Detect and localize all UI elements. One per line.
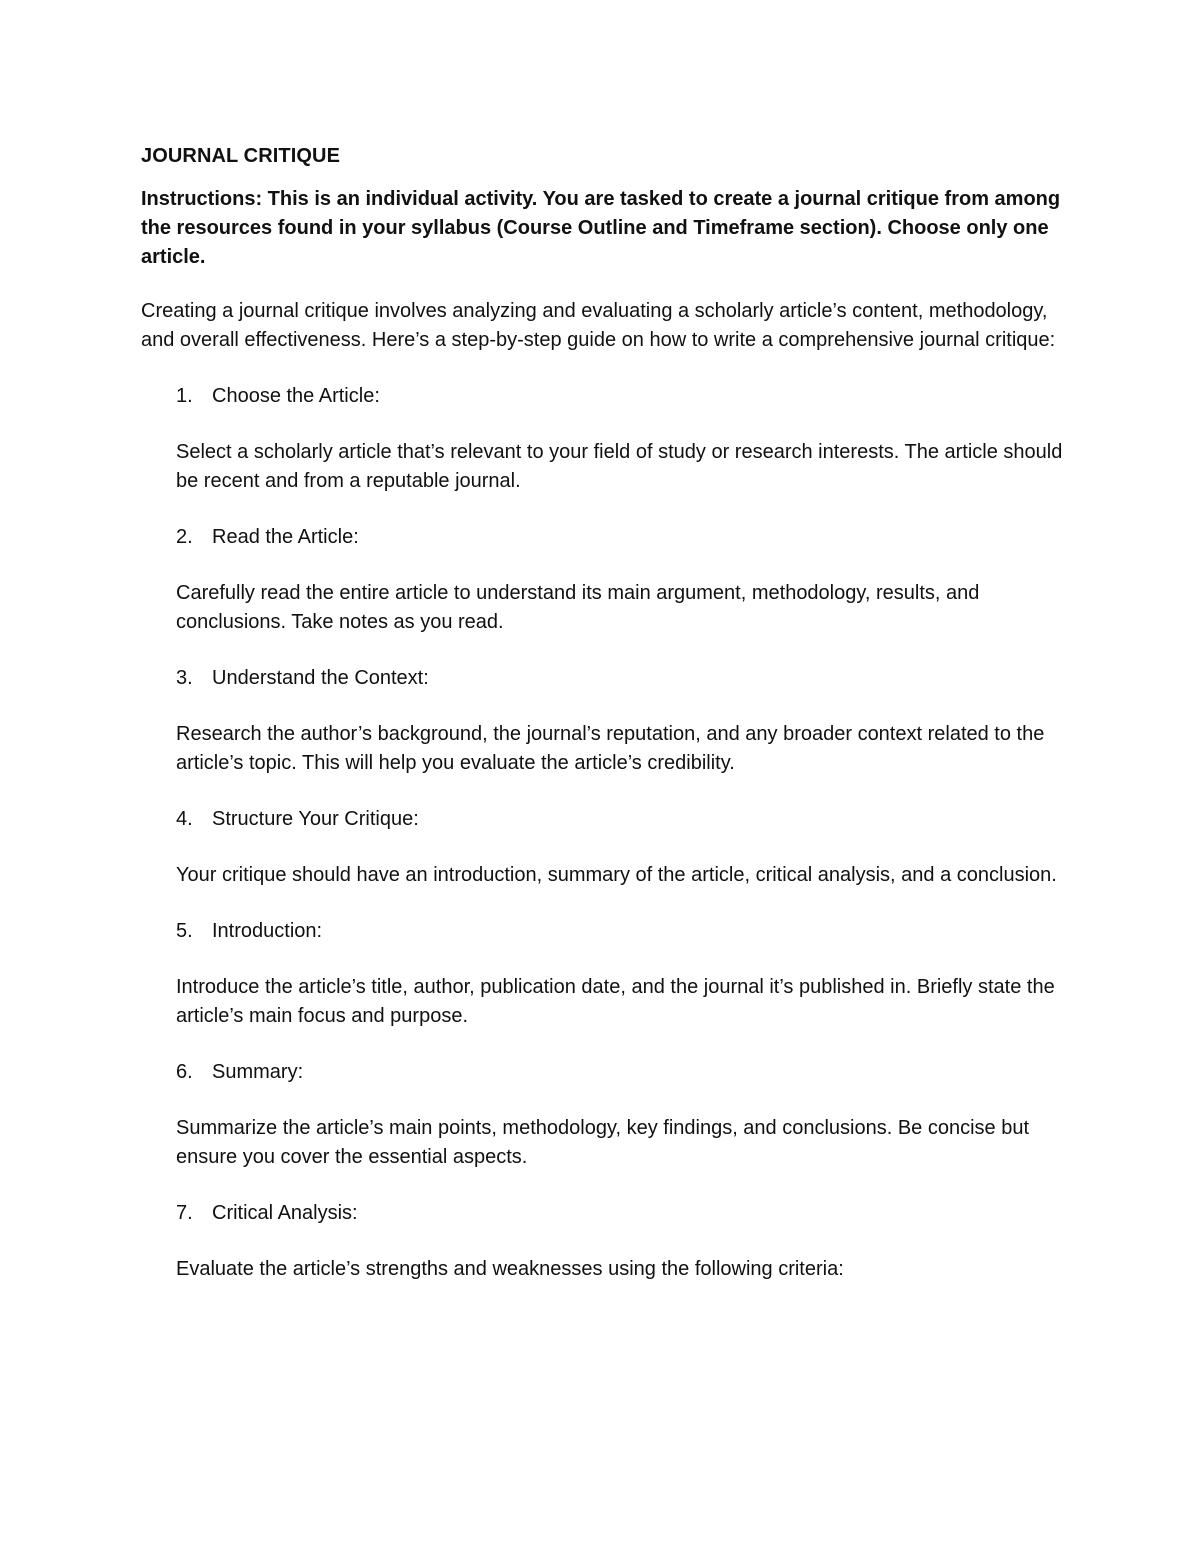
document-page (141, 142, 1081, 1311)
step-heading-text: Choose the Article: (212, 385, 380, 407)
steps-list (141, 382, 1081, 1284)
list-item (141, 1058, 1081, 1172)
step-heading-text: Summary: (212, 1061, 304, 1083)
document-title: JOURNAL CRITIQUE (141, 145, 341, 167)
step-body: Select a scholarly article that’s relevant to your field of study or research interests. The article should be recent and from a reputable journal. (176, 441, 1063, 492)
step-heading (141, 917, 1081, 946)
step-heading-text: Critical Analysis: (212, 1202, 358, 1224)
step-number: 3. (176, 667, 193, 689)
step-number: 5. (176, 920, 193, 942)
step-heading (141, 523, 1081, 552)
list-item (141, 382, 1081, 496)
list-item (141, 664, 1081, 778)
step-heading (141, 382, 1081, 411)
list-item (141, 917, 1081, 1031)
step-body: Research the author’s background, the journal’s reputation, and any broader context related to the article’s topic. This will help you evaluate the article’s credibility. (176, 723, 1045, 774)
instructions-paragraph: Instructions: This is an individual activity. You are tasked to create a journal critique from among the resources found in your syllabus (Course Outline and Timeframe section). Choose only one article. (141, 188, 1061, 268)
step-heading-text: Understand the Context: (212, 667, 429, 689)
list-item (141, 523, 1081, 637)
step-heading (141, 664, 1081, 693)
step-heading (141, 1058, 1081, 1087)
step-body: Your critique should have an introduction, summary of the article, critical analysis, and a conclusion. (176, 864, 1057, 886)
list-item (141, 805, 1081, 890)
step-number: 1. (176, 385, 193, 407)
step-body: Summarize the article’s main points, methodology, key findings, and conclusions. Be concise but ensure you cover the essential aspects. (176, 1117, 1030, 1168)
list-item (141, 1199, 1081, 1284)
step-number: 2. (176, 526, 193, 548)
step-heading-text: Structure Your Critique: (212, 808, 419, 830)
intro-paragraph: Creating a journal critique involves analyzing and evaluating a scholarly article’s content, methodology, and overall effectiveness. Here’s a step-by-step guide on how to write a comprehensive journal critique: (141, 300, 1056, 351)
step-body: Introduce the article’s title, author, publication date, and the journal it’s published in. Briefly state the article’s main focus and purpose. (176, 976, 1055, 1027)
step-heading-text: Introduction: (212, 920, 323, 942)
step-body: Evaluate the article’s strengths and weaknesses using the following criteria: (176, 1258, 844, 1280)
step-heading (141, 805, 1081, 834)
step-number: 6. (176, 1061, 193, 1083)
step-heading (141, 1199, 1081, 1228)
step-body: Carefully read the entire article to understand its main argument, methodology, results, and conclusions. Take notes as you read. (176, 582, 980, 633)
step-number: 7. (176, 1202, 193, 1224)
step-heading-text: Read the Article: (212, 526, 359, 548)
step-number: 4. (176, 808, 193, 830)
